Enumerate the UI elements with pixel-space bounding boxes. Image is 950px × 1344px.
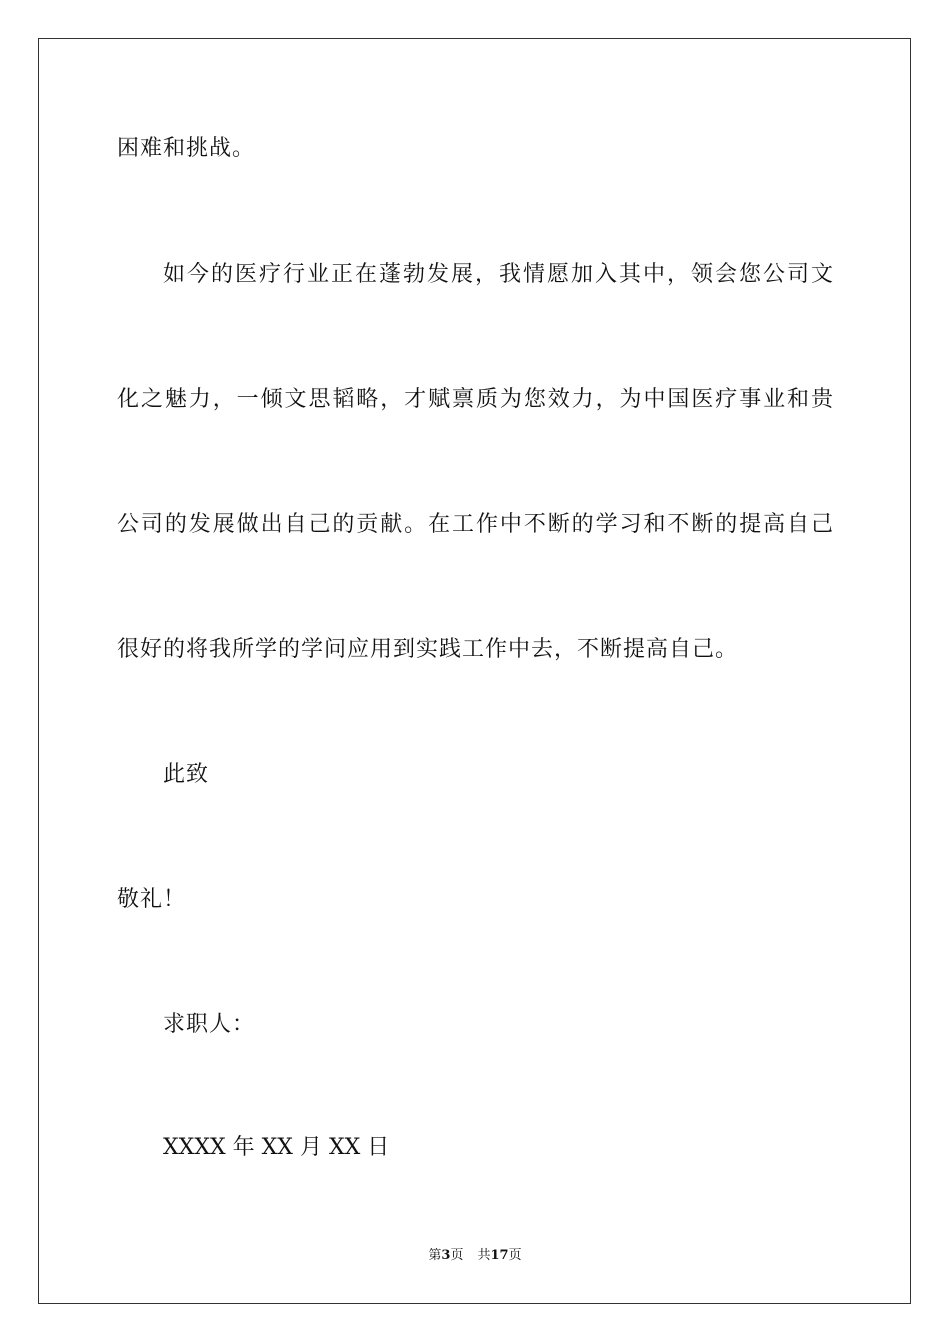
body-line-3: 化之魅力，一倾文思韬略，才赋禀质为您效力，为中国医疗事业和贵 <box>117 387 833 412</box>
body-line-5: 很好的将我所学的学问应用到实践工作中去，不断提高自己。 <box>117 637 739 662</box>
body-line-1: 困难和挑战。 <box>117 136 256 161</box>
page-border <box>38 38 911 1304</box>
total-prefix: 共 <box>477 1248 491 1263</box>
body-line-4: 公司的发展做出自己的贡献。在工作中不断的学习和不断的提高自己 <box>117 512 833 537</box>
date-line: XXXX 年 XX 月 XX 日 <box>163 1135 390 1160</box>
body-line-2: 如今的医疗行业正在蓬勃发展，我情愿加入其中，领会您公司文 <box>163 262 833 287</box>
page-number-footer <box>0 1247 950 1265</box>
closing-text: 此致 <box>163 762 210 787</box>
current-page-number: 3 <box>441 1248 451 1263</box>
page-suffix: 页 <box>450 1248 464 1263</box>
applicant-label: 求职人： <box>163 1012 256 1037</box>
page-prefix: 第 <box>428 1248 442 1263</box>
salutation-text: 敬礼！ <box>117 887 187 912</box>
total-suffix: 页 <box>508 1248 522 1263</box>
total-page-count: 17 <box>490 1248 509 1263</box>
